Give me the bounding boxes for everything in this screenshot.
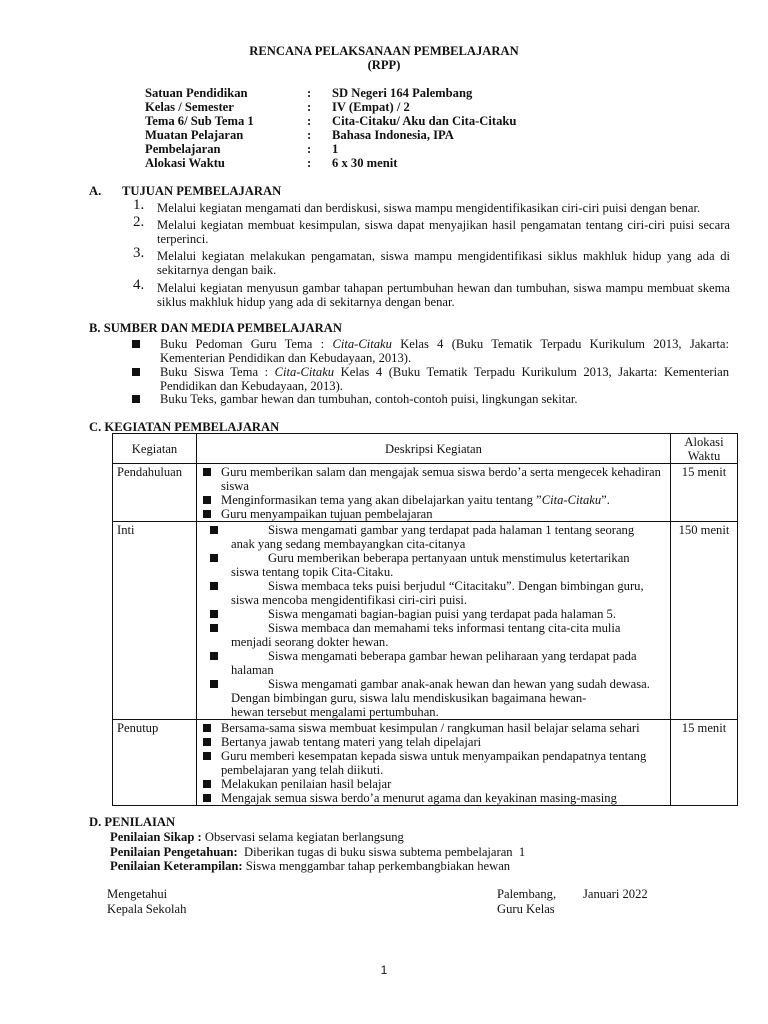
objective-text: Melalui kegiatan melakukan pengamatan, siswa mampu mengidentifikasi siklus makhluk hidup yang ada di sekitarnya dengan baik. — [157, 249, 730, 277]
identity-label: Pembelajaran — [145, 142, 221, 156]
assessment-keterampilan — [110, 859, 510, 873]
item-text: Guru memberikan salam dan mengajak semua siswa berdo’a serta mengecek kehadiran siswa — [221, 465, 661, 493]
stage-description — [197, 720, 671, 806]
list-item — [200, 493, 668, 507]
identity-value: Bahasa Indonesia, IPA — [332, 128, 454, 142]
identity-colon: : — [307, 86, 312, 100]
header-alokasi-line1: Alokasi — [684, 434, 724, 449]
identity-value: Cita-Citaku/ Aku dan Cita-Citaku — [332, 114, 517, 128]
list-item — [200, 579, 668, 607]
item-text: Mengajak semua siswa berdo’a menurut agama dan keyakinan masing-masing — [221, 791, 617, 805]
list-item — [200, 791, 668, 805]
section-b-title: B. SUMBER DAN MEDIA PEMBELAJARAN — [89, 321, 342, 335]
assessment-value: Observasi selama kegiatan berlangsung — [204, 830, 404, 844]
stage-time: 150 menit — [671, 522, 738, 720]
signature-left-line1: Mengetahui — [107, 887, 168, 901]
bullet-square-icon — [210, 582, 218, 590]
item-text-cont: menjadi seorang dokter hewan. — [231, 635, 389, 649]
bullet-square-icon — [203, 794, 211, 802]
objective-text: Melalui kegiatan membuat kesimpulan, siswa dapat menyajikan hasil pengamatan tentang ciri-ciri puisi secara terperinci. — [157, 218, 730, 246]
list-item — [200, 621, 668, 649]
item-text: Guru menyampaikan tujuan pembelajaran — [221, 507, 433, 521]
identity-value: IV (Empat) / 2 — [332, 100, 410, 114]
header-deskripsi: Deskripsi Kegiatan — [197, 434, 671, 464]
list-item — [200, 465, 668, 493]
assessment-label: Penilaian Sikap : — [110, 830, 205, 844]
section-a-letter: A. — [89, 184, 102, 198]
stage-pendahuluan: Pendahuluan — [113, 464, 197, 522]
item-text-end: ”. — [601, 493, 610, 507]
item-text-cont: siswa tentang topik Cita-Citaku. — [231, 565, 394, 579]
bullet-square-icon — [210, 652, 218, 660]
list-item — [200, 649, 668, 677]
header-alokasi-line2: Waktu — [687, 448, 721, 463]
list-item — [200, 523, 668, 551]
stage-description — [197, 464, 671, 522]
list-item — [200, 735, 668, 749]
item-text: Siswa mengamati gambar anak-anak hewan dan hewan yang sudah dewasa. — [268, 677, 650, 691]
stage-inti: Inti — [113, 522, 197, 720]
bullet-square-icon — [203, 510, 211, 518]
bullet-square-icon — [132, 368, 140, 376]
list-item — [200, 607, 668, 621]
stage-penutup: Penutup — [113, 720, 197, 806]
identity-value: 6 x 30 menit — [332, 156, 398, 170]
signature-right-line2: Guru Kelas — [497, 902, 555, 916]
bullet-square-icon — [210, 554, 218, 562]
list-item — [200, 677, 668, 719]
identity-colon: : — [307, 142, 312, 156]
signature-place: Palembang, — [497, 887, 557, 901]
source-text-post: Kelas 4 (Buku Tematik Terpadu Kurikulum 2013, Jakarta: Kementerian Pendidikan dan Kebudayaan, 2013). — [160, 365, 729, 393]
bullet-square-icon — [203, 468, 211, 476]
source-text-italic: Cita-Citaku — [274, 365, 335, 379]
source-text-pre: Buku Pedoman Guru Tema : — [160, 337, 333, 351]
assessment-value: Siswa menggambar tahap perkembangbiakan hewan — [242, 859, 511, 873]
identity-colon: : — [307, 100, 312, 114]
table-row — [113, 522, 738, 720]
item-text: Siswa mengamati bagian-bagian puisi yang terdapat pada halaman 5. — [268, 607, 616, 621]
item-text-cont: anak yang sedang membayangkan cita-citanya — [231, 537, 466, 551]
section-d-title: D. PENILAIAN — [89, 815, 176, 829]
bullet-square-icon — [203, 752, 211, 760]
identity-value: SD Negeri 164 Palembang — [332, 86, 473, 100]
table-header-row — [113, 434, 738, 464]
signature-date: Januari 2022 — [583, 887, 648, 901]
bullet-square-icon — [132, 340, 140, 348]
assessment-label: Penilaian Keterampilan: — [110, 859, 243, 873]
objective-number: 3. — [133, 245, 145, 261]
source-text-italic: Cita-Citaku — [332, 337, 392, 351]
identity-label: Alokasi Waktu — [145, 156, 225, 170]
item-text: Menginformasikan tema yang akan dibelajarkan yaitu tentang ” — [221, 493, 542, 507]
stage-time: 15 menit — [671, 720, 738, 806]
list-item — [200, 749, 668, 777]
stage-time: 15 menit — [671, 464, 738, 522]
item-text-cont: Dengan bimbingan guru, siswa lalu mendiskusikan bagaimana hewan-hewan tersebut mengalami pertumbuhan. — [231, 691, 587, 719]
identity-colon: : — [307, 128, 312, 142]
item-text: Siswa membaca teks puisi berjudul “Citacitaku”. Dengan bimbingan guru, — [268, 579, 644, 593]
identity-label: Kelas / Semester — [145, 100, 234, 114]
identity-colon: : — [307, 114, 312, 128]
bullet-square-icon — [203, 724, 211, 732]
signature-left-line2: Kepala Sekolah — [107, 902, 187, 916]
bullet-square-icon — [203, 496, 211, 504]
item-text: Melakukan penilaian hasil belajar — [221, 777, 392, 791]
list-item — [200, 777, 668, 791]
identity-colon: : — [307, 156, 312, 170]
source-text-post: Kelas 4 (Buku Tematik Terpadu Kurikulum 2013, Jakarta: Kementerian Pendidikan dan Kebudayaan, 2013). — [160, 337, 729, 365]
list-item — [200, 507, 668, 521]
item-text: Siswa membaca dan memahami teks informasi tentang cita-cita mulia — [268, 621, 621, 635]
bullet-square-icon — [203, 738, 211, 746]
bullet-square-icon — [203, 780, 211, 788]
page-number: 1 — [380, 963, 388, 977]
objective-number: 1. — [133, 197, 145, 213]
assessment-pengetahuan — [110, 845, 525, 859]
identity-value: 1 — [332, 142, 339, 156]
bullet-square-icon — [210, 526, 218, 534]
stage-description — [197, 522, 671, 720]
header-kegiatan: Kegiatan — [113, 434, 197, 464]
header-alokasi — [671, 434, 738, 464]
item-text: Guru memberikan beberapa pertanyaan untuk menstimulus ketertarikan — [268, 551, 630, 565]
item-text: Bertanya jawab tentang materi yang telah dipelajari — [221, 735, 482, 749]
identity-label: Muatan Pelajaran — [145, 128, 244, 142]
source-text-pre: Buku Teks, gambar hewan dan tumbuhan, contoh-contoh puisi, lingkungan sekitar. — [160, 392, 578, 406]
identity-label: Tema 6/ Sub Tema 1 — [145, 114, 254, 128]
bullet-square-icon — [132, 395, 140, 403]
objective-number: 4. — [133, 277, 145, 293]
item-text-italic: Cita-Citaku — [541, 493, 602, 507]
item-text: Siswa mengamati gambar yang terdapat pada halaman 1 tentang seorang — [268, 523, 635, 537]
objective-number: 2. — [133, 214, 145, 230]
source-text-pre: Buku Siswa Tema : — [160, 365, 275, 379]
table-row — [113, 464, 738, 522]
document-title: RENCANA PELAKSANAAN PEMBELAJARAN — [249, 44, 519, 58]
item-text: Siswa mengamati beberapa gambar hewan peliharaan yang terdapat pada — [268, 649, 637, 663]
item-text: Bersama-sama siswa membuat kesimpulan / rangkuman hasil belajar selama sehari — [221, 721, 640, 735]
list-item — [200, 551, 668, 579]
table-row — [113, 720, 738, 806]
objective-text: Melalui kegiatan mengamati dan berdiskusi, siswa mampu mengidentifikasikan ciri-ciri puisi dengan benar. — [157, 201, 701, 215]
document-subtitle: (RPP) — [367, 58, 401, 72]
item-text-cont: siswa mencoba mengidentifikasi ciri-ciri puisi. — [231, 593, 468, 607]
bullet-square-icon — [210, 610, 218, 618]
bullet-square-icon — [210, 624, 218, 632]
bullet-square-icon — [210, 680, 218, 688]
item-text: Guru memberi kesempatan kepada siswa untuk menyampaikan pendapatnya tentang pembelajaran yang telah diikuti. — [221, 749, 647, 777]
assessment-sikap — [110, 830, 404, 844]
list-item — [200, 721, 668, 735]
section-a-title: TUJUAN PEMBELAJARAN — [122, 184, 282, 198]
section-c-title: C. KEGIATAN PEMBELAJARAN — [89, 420, 280, 434]
identity-label: Satuan Pendidikan — [145, 86, 248, 100]
assessment-label: Penilaian Pengetahuan: — [110, 845, 238, 859]
item-text-cont: halaman — [231, 663, 274, 677]
assessment-value: Diberikan tugas di buku siswa subtema pembelajaran 1 — [237, 845, 526, 859]
objective-text: Melalui kegiatan menyusun gambar tahapan pertumbuhan hewan dan tumbuhan, siswa mampu membuat skema siklus makhluk hidup yang ada di sekitarnya dengan benar. — [157, 281, 730, 309]
activities-table — [112, 433, 738, 806]
